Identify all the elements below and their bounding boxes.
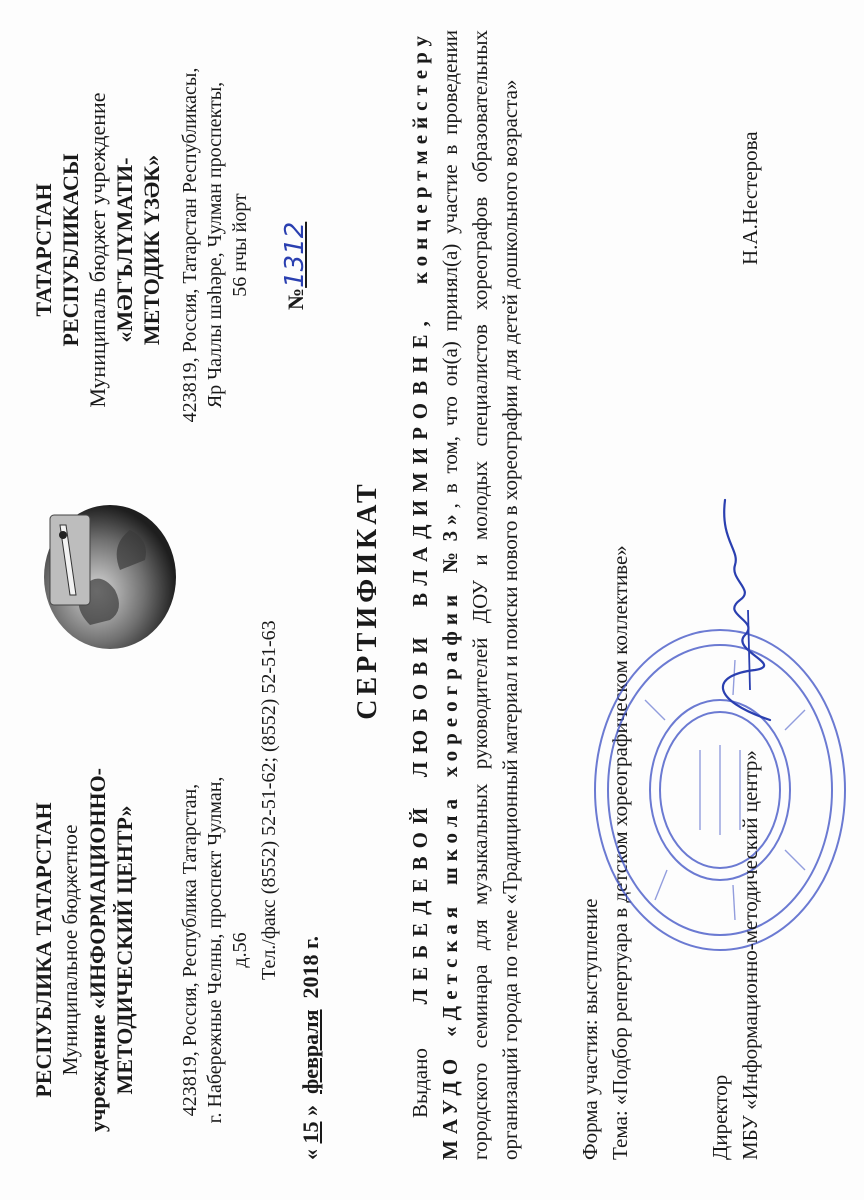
topic-line: Тема: «Подбор репертуара в детском хореографическом коллективе» <box>608 545 632 1160</box>
document-title: СЕРТИФИКАТ <box>352 480 383 720</box>
signatory-organization: МБУ «Информационно-методический центр» <box>738 750 762 1160</box>
org-name-tt-2: МЕТОДИК ҮЗӘК» <box>139 154 164 346</box>
date-month: февраля <box>298 1009 323 1094</box>
org-name-ru: МЕТОДИЧЕСКИЙ ЦЕНТР» <box>112 805 137 1095</box>
address-tt-line2: Яр Чаллы шәһәре, Чулман проспекты, <box>204 81 226 409</box>
org-type-ru-2: учреждение «ИНФОРМАЦИОННО- <box>85 767 110 1133</box>
certificate-body <box>405 30 525 1160</box>
issue-date: « 15 » февраля 2018 г. <box>298 935 323 1160</box>
republic-name-ru: РЕСПУБЛИКА ТАТАРСТАН <box>31 802 56 1098</box>
recipient-name: ЛЕБЕДЕВОЙ ЛЮБОВИ ВЛАДИМИРОВНЕ, <box>408 313 432 1005</box>
phone-fax: Тел./факс (8552) 52-51-62; (8552) 52-51-63 <box>258 620 280 980</box>
signatory-title: Директор <box>708 1074 732 1160</box>
address-ru-line1: 423819, Россия, Республика Татарстан, <box>179 783 201 1117</box>
signature-icon <box>700 490 790 730</box>
address-tt-line3: 56 нчы йорт <box>229 193 251 297</box>
address-left <box>178 755 253 1145</box>
letterhead-right <box>30 60 165 440</box>
org-name-tt-1: «МӘГЪЛҮМАТИ- <box>112 157 137 343</box>
recipient-position: концертмейстеру МАУДО «Детская школа хореографии №3» <box>408 29 462 1160</box>
republic-name-tt-1: ТАТАРСТАН <box>31 183 56 317</box>
date-day: 15 <box>298 1121 323 1144</box>
signatory-name: Н.А.Нестерова <box>738 131 762 265</box>
number-prefix: № <box>283 287 308 310</box>
address-ru-line3: д.56 <box>229 932 251 968</box>
document-number <box>280 222 310 310</box>
org-type-tt: Муниципаль бюджет учреждение <box>85 92 110 408</box>
republic-name-tt-2: РЕСПУБЛИКАСЫ <box>58 153 83 347</box>
org-type-ru-1: Муниципальное бюджетное <box>58 824 82 1076</box>
date-year: 2018 г. <box>298 935 323 999</box>
participation-form: Форма участия: выступление <box>578 898 602 1160</box>
address-ru-line2: г. Набережные Челны, проспект Чулман, <box>204 776 226 1124</box>
issued-label: Выдано <box>408 1048 432 1118</box>
address-tt-line1: 423819, Россия, Татарстан Республикасы, <box>179 67 201 423</box>
body-text: , в том, что он(а) принял(а) участие в проведении городского семинара для музыкальных руководителей ДОУ и молодых специалистов хореографов образовательных организаций города по теме «Традиционный материал и поиски нового в хореографии для детей дошкольного возраста» <box>438 29 522 1160</box>
globe-emblem-icon <box>30 490 180 665</box>
address-right <box>178 45 253 445</box>
number-value: 1312 <box>280 221 310 288</box>
letterhead-left <box>30 755 138 1145</box>
